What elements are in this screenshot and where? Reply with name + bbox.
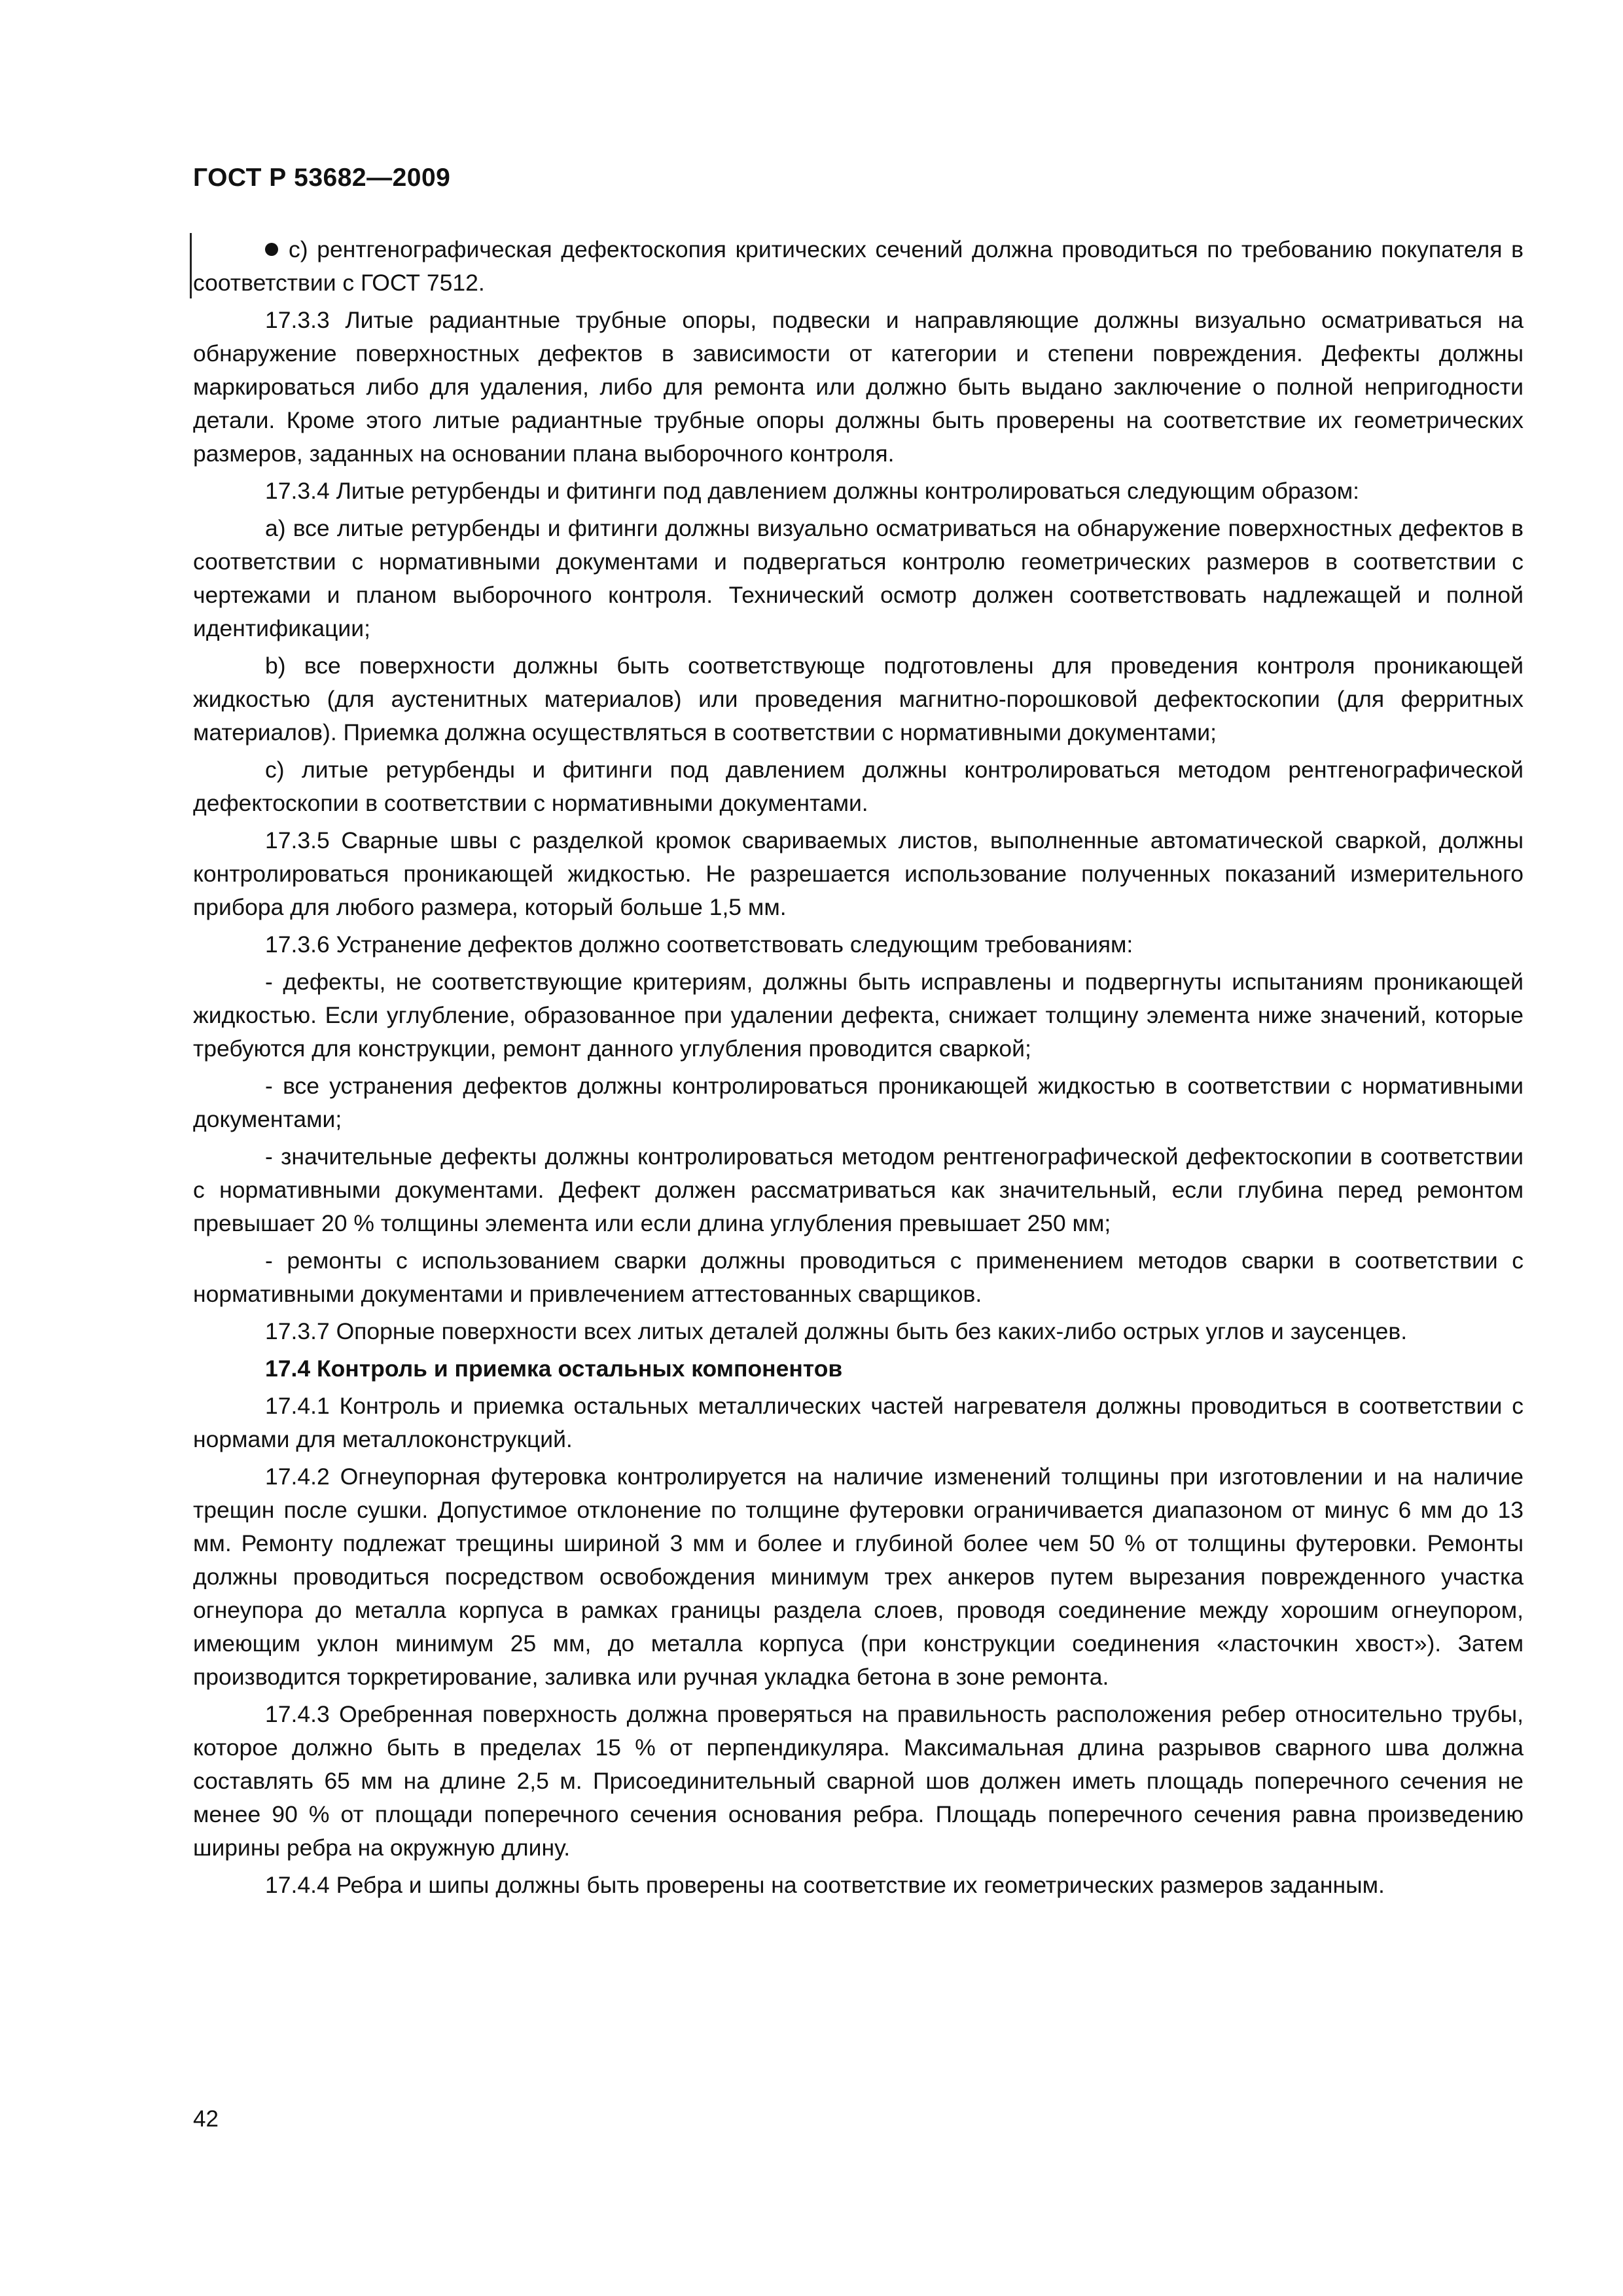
paragraph-17-3-4: 17.3.4 Литые ретурбенды и фитинги под давлением должны контролироваться следующим образом:	[265, 478, 1360, 504]
list-item-defects-criteria: - дефекты, не соответствующие критериям, должны быть исправлены и подвергнуты испытаниям проникающей жидкостью. Если углубление, образованное при удалении дефекта, снижает толщину элемента ниже значений, которые требуются для конструкции, ремонт данного углубления проводится сваркой;	[193, 969, 1524, 1062]
paragraph-17-4-4: 17.4.4 Ребра и шипы должны быть проверены на соответствие их геометрических размеров заданным.	[265, 1872, 1385, 1898]
page-number: 42	[193, 2106, 219, 2132]
paragraph-17-3-5: 17.3.5 Сварные швы с разделкой кромок свариваемых листов, выполненные автоматической сваркой, должны контролироваться проникающей жидкостью. Не разрешается использование полученных показаний измерительного прибора для любого размера, который больше 1,5 мм.	[193, 827, 1524, 920]
change-marker-bar	[190, 233, 192, 298]
paragraph-17-3-6: 17.3.6 Устранение дефектов должно соответствовать следующим требованиям:	[265, 931, 1133, 958]
section-heading-17-4: 17.4 Контроль и приемка остальных компонентов	[265, 1355, 843, 1382]
paragraph-17-4-2: 17.4.2 Огнеупорная футеровка контролируется на наличие изменений толщины при изготовлении и на наличие трещин после сушки. Допустимое отклонение по толщине футеровки ограничивается диапазоном от минус 6 мм до 13 мм. Ремонту подлежат трещины шириной 3 мм и более и глубиной более чем 50 % от толщины футеровки. Ремонты должны проводиться посредством освобождения минимум трех анкеров путем вырезания поврежденного участка огнеупора до металла корпуса в рамках границы раздела слоев, проводя соединение между хорошим огнеупором, имеющим уклон минимум 25 мм, до металла корпуса (при конструкции соединения «ласточкин хвост»). Затем производится торкретирование, заливка или ручная укладка бетона в зоне ремонта.	[193, 1463, 1524, 1690]
document-body	[193, 233, 1524, 1906]
paragraph-17-4-3: 17.4.3 Оребренная поверхность должна проверяться на правильность расположения ребер относительно трубы, которое должно быть в пределах 15 % от перпендикуляра. Максимальная длина разрывов сварного шва должна составлять 65 мм на длине 2,5 м. Присоединительный сварной шов должен иметь площадь поперечного сечения не менее 90 % от площади поперечного сечения основания ребра. Площадь поперечного сечения равна произведению ширины ребра на окружную длину.	[193, 1701, 1524, 1861]
document-header: ГОСТ Р 53682—2009	[193, 164, 451, 192]
paragraph-text: c) рентгенографическая дефектоскопия критических сечений должна проводиться по требованию покупателя в соответствии с ГОСТ 7512.	[193, 236, 1524, 296]
paragraph-17-3-3: 17.3.3 Литые радиантные трубные опоры, подвески и направляющие должны визуально осматриваться на обнаружение поверхностных дефектов в зависимости от категории и степени повреждения. Дефекты должны маркироваться либо для удаления, либо для ремонта или должно быть выдано заключение о полной непригодности детали. Кроме этого литые радиантные трубные опоры должны быть проверены на соответствие их геометрических размеров, заданных на основании плана выборочного контроля.	[193, 307, 1524, 467]
list-item-defect-removal: - все устранения дефектов должны контролироваться проникающей жидкостью в соответствии с нормативными документами;	[193, 1073, 1524, 1132]
list-item-significant-defects: - значительные дефекты должны контролироваться методом рентгенографической дефектоскопии в соответствии с нормативными документами. Дефект должен рассматриваться как значительный, если глубина перед ремонтом превышает 20 % толщины элемента или если длина углубления превышает 250 мм;	[193, 1143, 1524, 1236]
paragraph-17-3-4-b: b) все поверхности должны быть соответствующе подготовлены для проведения контроля проникающей жидкостью (для аустенитных материалов) или проведения магнитно-порошковой дефектоскопии (для ферритных материалов). Приемка должна осуществляться в соответствии с нормативными документами;	[193, 653, 1524, 745]
paragraph-17-4-1: 17.4.1 Контроль и приемка остальных металлических частей нагревателя должны проводиться в соответствии с нормами для металлоконструкций.	[193, 1393, 1524, 1452]
paragraph-17-3-2-c	[193, 233, 1524, 300]
paragraph-17-3-7: 17.3.7 Опорные поверхности всех литых деталей должны быть без каких-либо острых углов и заусенцев.	[265, 1318, 1408, 1344]
bullet-icon	[265, 243, 278, 256]
list-item-weld-repairs: - ремонты с использованием сварки должны проводиться с применением методов сварки в соответствии с нормативными документами и привлечением аттестованных сварщиков.	[193, 1247, 1524, 1307]
paragraph-17-3-4-c: c) литые ретурбенды и фитинги под давлением должны контролироваться методом рентгенографической дефектоскопии в соответствии с нормативными документами.	[193, 757, 1524, 816]
paragraph-17-3-4-a: a) все литые ретурбенды и фитинги должны визуально осматриваться на обнаружение поверхностных дефектов в соответствии с нормативными документами и подвергаться контролю геометрических размеров в соответствии с чертежами и планом выборочного контроля. Технический осмотр должен соответствовать надлежащей и полной идентификации;	[193, 515, 1524, 641]
